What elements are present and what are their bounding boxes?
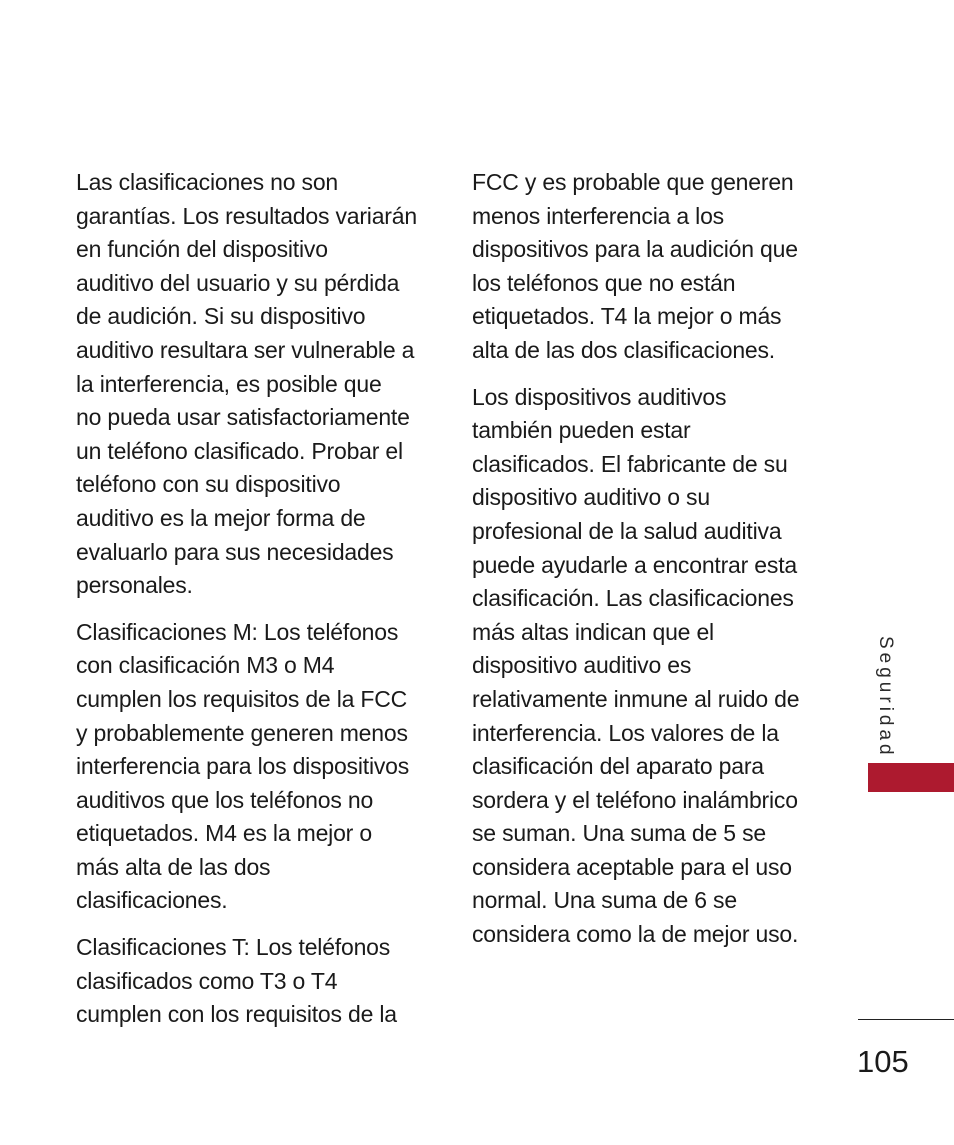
text-line: garantías. Los resultados variarán bbox=[76, 202, 417, 229]
right-column bbox=[472, 166, 817, 965]
text-line: se suman. Una suma de 5 se bbox=[472, 820, 766, 847]
text-line: de audición. Si su dispositivo bbox=[76, 303, 366, 330]
text-line: Las clasificaciones no son bbox=[76, 169, 339, 195]
text-line: teléfono con su dispositivo bbox=[76, 471, 341, 498]
text-line: dispositivo auditivo es bbox=[472, 652, 692, 679]
text-line: clasificación del aparato para bbox=[472, 753, 764, 780]
text-line: un teléfono clasificado. Probar el bbox=[76, 437, 403, 464]
text-line: auditivo es la mejor forma de bbox=[76, 504, 366, 531]
section-tab-marker bbox=[868, 763, 954, 792]
text-line: los teléfonos que no están bbox=[472, 269, 736, 296]
text-line: menos interferencia a los bbox=[472, 202, 724, 229]
text-line: Clasificaciones M: Los teléfonos bbox=[76, 618, 399, 645]
text-line: interferencia para los dispositivos bbox=[76, 753, 410, 780]
text-line: etiquetados. T4 la mejor o más bbox=[472, 303, 782, 330]
text-line: FCC y es probable que generen bbox=[472, 169, 794, 195]
text-line: considera aceptable para el uso bbox=[472, 853, 792, 880]
text-line: evaluarlo para sus necesidades bbox=[76, 538, 394, 565]
footer-divider bbox=[858, 1019, 954, 1020]
text-line: auditivo del usuario y su pérdida bbox=[76, 269, 400, 296]
paragraph bbox=[76, 616, 426, 918]
text-line: relativamente inmune al ruido de bbox=[472, 685, 800, 712]
text-line: personales. bbox=[76, 572, 193, 599]
text-line: cumplen los requisitos de la FCC bbox=[76, 685, 408, 712]
text-line: alta de las dos clasificaciones. bbox=[472, 336, 775, 363]
text-line: dispositivo auditivo o su bbox=[472, 484, 710, 511]
text-line: considera como la de mejor uso. bbox=[472, 921, 799, 948]
paragraph bbox=[472, 381, 817, 952]
text-line: más altas indican que el bbox=[472, 618, 714, 645]
section-tab-label: Seguridad bbox=[875, 636, 896, 759]
text-line: dispositivos para la audición que bbox=[472, 236, 798, 263]
text-line: cumplen con los requisitos de la bbox=[76, 1001, 397, 1028]
text-line: profesional de la salud auditiva bbox=[472, 517, 782, 544]
text-line: auditivo resultara ser vulnerable a bbox=[76, 336, 415, 363]
text-line: clasificados. El fabricante de su bbox=[472, 450, 788, 477]
text-line: etiquetados. M4 es la mejor o bbox=[76, 820, 372, 847]
text-line: y probablemente generen menos bbox=[76, 719, 408, 746]
text-line: normal. Una suma de 6 se bbox=[472, 887, 737, 914]
paragraph bbox=[76, 931, 426, 1032]
left-column bbox=[76, 166, 426, 1045]
paragraph bbox=[76, 166, 426, 603]
text-line: interferencia. Los valores de la bbox=[472, 719, 779, 746]
text-line: auditivos que los teléfonos no bbox=[76, 786, 374, 813]
text-line: más alta de las dos bbox=[76, 853, 271, 880]
text-line: no pueda usar satisfactoriamente bbox=[76, 404, 410, 431]
paragraph bbox=[472, 166, 817, 368]
text-line: la interferencia, es posible que bbox=[76, 370, 382, 397]
text-line: Clasificaciones T: Los teléfonos bbox=[76, 934, 391, 961]
text-line: con clasificación M3 o M4 bbox=[76, 652, 335, 679]
text-line: en función del dispositivo bbox=[76, 236, 328, 263]
page-number: 105 bbox=[857, 1044, 909, 1079]
text-line: clasificaciones. bbox=[76, 887, 228, 914]
text-line: Los dispositivos auditivos bbox=[472, 383, 727, 410]
text-line: clasificados como T3 o T4 bbox=[76, 967, 338, 994]
text-line: también pueden estar bbox=[472, 417, 691, 444]
text-line: sordera y el teléfono inalámbrico bbox=[472, 786, 798, 813]
text-line: clasificación. Las clasificaciones bbox=[472, 585, 794, 612]
text-line: puede ayudarle a encontrar esta bbox=[472, 551, 797, 578]
